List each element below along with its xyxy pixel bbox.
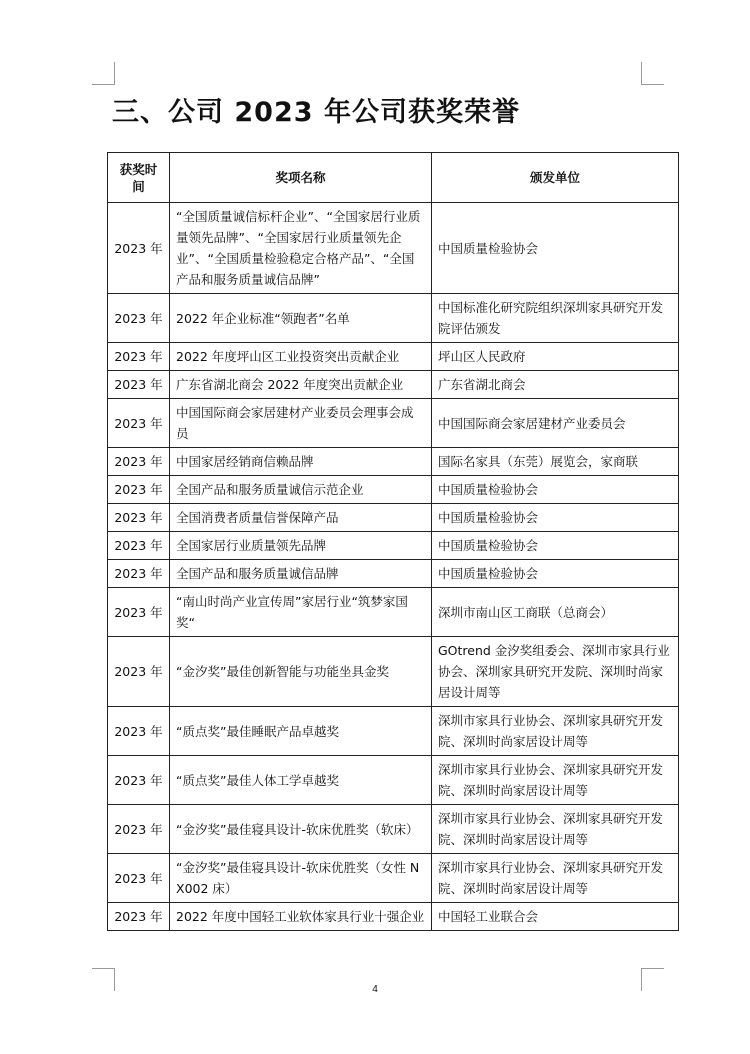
award-name-cell: “金汐奖”最佳创新智能与功能坐具金奖 [170,637,432,707]
table-row [108,707,679,756]
header-award-time: 获奖时间 [108,153,170,203]
award-year-cell: 2023 年 [108,371,170,399]
header-award-name: 奖项名称 [170,153,432,203]
table-row [108,203,679,294]
award-year-cell: 2023 年 [108,707,170,756]
award-issuer-cell: 中国质量检验协会 [432,504,679,532]
award-year-cell: 2023 年 [108,560,170,588]
award-issuer-cell: 深圳市南山区工商联（总商会） [432,588,679,637]
table-row [108,371,679,399]
award-issuer-cell: 广东省湖北商会 [432,371,679,399]
award-year-cell: 2023 年 [108,448,170,476]
award-issuer-cell: 中国轻工业联合会 [432,903,679,931]
award-year-cell: 2023 年 [108,637,170,707]
award-issuer-cell: 中国国际商会家居建材产业委员会 [432,399,679,448]
table-row [108,756,679,805]
table-header-row [108,153,679,203]
award-issuer-cell: 中国质量检验协会 [432,476,679,504]
award-issuer-cell: 中国质量检验协会 [432,532,679,560]
table-row [108,504,679,532]
table-row [108,560,679,588]
award-year-cell: 2023 年 [108,399,170,448]
award-year-cell: 2023 年 [108,756,170,805]
table-row [108,805,679,854]
award-year-cell: 2023 年 [108,203,170,294]
award-year-cell: 2023 年 [108,476,170,504]
award-name-cell: 全国家居行业质量领先品牌 [170,532,432,560]
award-name-cell: “全国质量诚信标杆企业”、“全国家居行业质量领先品牌”、“全国家居行业质量领先企业”、“全国质量检验稳定合格产品”、“全国产品和服务质量诚信品牌” [170,203,432,294]
page-number: 4 [372,984,378,995]
table-row [108,294,679,343]
table-row [108,637,679,707]
award-name-cell: 2022 年企业标准“领跑者”名单 [170,294,432,343]
table-row [108,343,679,371]
award-name-cell: 2022 年度中国轻工业软体家具行业十强企业 [170,903,432,931]
table-row [108,399,679,448]
table-row [108,903,679,931]
award-name-cell: “质点奖”最佳睡眠产品卓越奖 [170,707,432,756]
award-name-cell: “南山时尚产业宣传周”家居行业“筑梦家国奖“ [170,588,432,637]
table-row [108,476,679,504]
award-name-cell: “金汐奖”最佳寝具设计-软床优胜奖（女性 NX002 床） [170,854,432,903]
award-year-cell: 2023 年 [108,532,170,560]
award-issuer-cell: 中国标准化研究院组织深圳家具研究开发院评估颁发 [432,294,679,343]
table-row [108,532,679,560]
award-issuer-cell: 深圳市家具行业协会、深圳家具研究开发院、深圳时尚家居设计周等 [432,756,679,805]
crop-mark-top-left [92,62,115,85]
award-year-cell: 2023 年 [108,588,170,637]
award-issuer-cell: 深圳市家具行业协会、深圳家具研究开发院、深圳时尚家居设计周等 [432,805,679,854]
awards-table [107,152,679,931]
award-name-cell: “金汐奖”最佳寝具设计-软床优胜奖（软床） [170,805,432,854]
award-name-cell: 全国产品和服务质量诚信品牌 [170,560,432,588]
award-issuer-cell: 深圳市家具行业协会、深圳家具研究开发院、深圳时尚家居设计周等 [432,707,679,756]
award-name-cell: 2022 年度坪山区工业投资突出贡献企业 [170,343,432,371]
award-year-cell: 2023 年 [108,903,170,931]
award-issuer-cell: 中国质量检验协会 [432,560,679,588]
award-name-cell: 全国消费者质量信誉保障产品 [170,504,432,532]
award-year-cell: 2023 年 [108,805,170,854]
award-year-cell: 2023 年 [108,294,170,343]
award-issuer-cell: GOtrend 金汐奖组委会、深圳市家具行业协会、深圳家具研究开发院、深圳时尚家居设计周等 [432,637,679,707]
award-issuer-cell: 坪山区人民政府 [432,343,679,371]
award-year-cell: 2023 年 [108,504,170,532]
table-row [108,588,679,637]
section-heading: 三、公司 2023 年公司获奖荣誉 [112,97,520,128]
award-name-cell: 中国家居经销商信赖品牌 [170,448,432,476]
award-issuer-cell: 国际名家具（东莞）展览会，家商联 [432,448,679,476]
award-issuer-cell: 中国质量检验协会 [432,203,679,294]
table-row [108,854,679,903]
crop-mark-top-right [641,62,664,85]
award-name-cell: 全国产品和服务质量诚信示范企业 [170,476,432,504]
award-name-cell: 中国国际商会家居建材产业委员会理事会成员 [170,399,432,448]
award-year-cell: 2023 年 [108,854,170,903]
award-year-cell: 2023 年 [108,343,170,371]
header-issuer: 颁发单位 [432,153,679,203]
award-name-cell: “质点奖”最佳人体工学卓越奖 [170,756,432,805]
award-issuer-cell: 深圳市家具行业协会、深圳家具研究开发院、深圳时尚家居设计周等 [432,854,679,903]
award-name-cell: 广东省湖北商会 2022 年度突出贡献企业 [170,371,432,399]
table-row [108,448,679,476]
